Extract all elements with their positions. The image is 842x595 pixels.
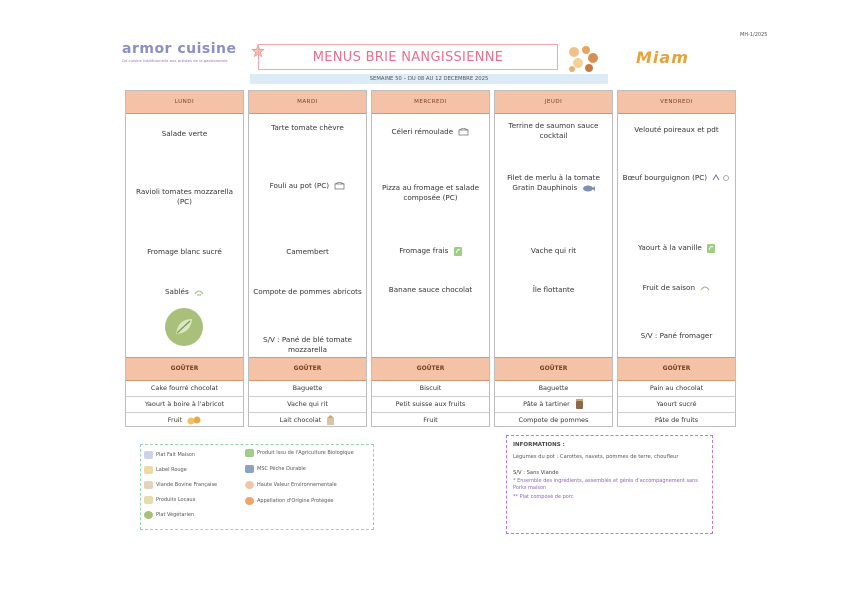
main-dish-label: Fouli au pot (PC) bbox=[269, 181, 330, 190]
legend-label: Viande Bovine Française bbox=[156, 482, 218, 488]
page-reference: MH-1/2025 bbox=[740, 32, 768, 38]
legend-label: Plat Fait Maison bbox=[156, 452, 196, 458]
day-header: LUNDI bbox=[126, 91, 243, 114]
legend-item bbox=[144, 511, 194, 519]
day-header: VENDREDI bbox=[618, 91, 735, 114]
bovine-icon bbox=[458, 128, 469, 136]
legend-label: Produits Locaux bbox=[156, 497, 196, 503]
dessert bbox=[622, 283, 731, 293]
gouter-item: Biscuit bbox=[372, 380, 489, 397]
organic-icon bbox=[707, 244, 715, 253]
legend-label: Label Rouge bbox=[156, 467, 187, 473]
gouter-item: Yaourt à boire à l'abricot bbox=[126, 396, 243, 413]
day-column-mardi bbox=[248, 90, 367, 427]
legend-item bbox=[245, 449, 354, 457]
day-column-lundi bbox=[125, 90, 244, 427]
day-column-mercredi bbox=[371, 90, 490, 427]
gouter-item bbox=[249, 412, 366, 428]
gouter-item: Baguette bbox=[249, 380, 366, 397]
label-rouge-icon bbox=[144, 466, 153, 474]
dessert-label: Sablés bbox=[165, 287, 189, 296]
fruit-icon bbox=[187, 415, 201, 425]
gouter-item-label: Fruit bbox=[167, 416, 183, 424]
local-product-icon bbox=[144, 496, 153, 504]
dessert: Banane sauce chocolat bbox=[388, 285, 473, 294]
french-beef-icon bbox=[712, 174, 730, 182]
day-header: MARDI bbox=[249, 91, 366, 114]
dessert-label: Fruit de saison bbox=[642, 283, 696, 292]
starter: Salade verte bbox=[161, 129, 208, 138]
gouter-item: Pain au chocolat bbox=[618, 380, 735, 397]
info-vegetables: Légumes du pot : Carottes, navets, pommes de terre, choufleur bbox=[513, 454, 679, 460]
vegetarian-option: S/V : Pané fromager bbox=[640, 331, 713, 340]
vegetarian-leaf-icon bbox=[144, 511, 153, 519]
gouter-header: GOÛTER bbox=[618, 357, 735, 381]
gouter-header: GOÛTER bbox=[249, 357, 366, 381]
week-subtitle: SEMAINE 50 – DU 08 AU 12 DECEMBRE 2025 bbox=[250, 74, 608, 84]
gouter-item bbox=[126, 412, 243, 428]
brand-name: armor cuisine bbox=[122, 41, 237, 57]
gouter-header: GOÛTER bbox=[372, 357, 489, 381]
day-column-jeudi bbox=[494, 90, 613, 427]
brand-logo bbox=[122, 41, 237, 63]
dessert: Île flottante bbox=[532, 285, 575, 294]
dairy: Camembert bbox=[286, 247, 329, 256]
legend-item bbox=[144, 496, 196, 504]
vegetarian-option: S/V : Pané de blé tomate mozzarella bbox=[263, 335, 352, 354]
gouter-item: Compote de pommes bbox=[518, 416, 589, 424]
hve-icon bbox=[245, 481, 254, 489]
main-dish bbox=[622, 173, 731, 183]
bovine-icon bbox=[334, 182, 345, 190]
legend-label: Haute Valeur Environnementale bbox=[257, 482, 337, 488]
dairy bbox=[376, 246, 485, 256]
legend-label: Plat Végétarien bbox=[156, 512, 195, 518]
info-sv-title: S/V : Sans Viande bbox=[513, 470, 559, 476]
main-dish-label: Bœuf bourguignon (PC) bbox=[622, 173, 708, 182]
legend-item bbox=[144, 451, 195, 459]
gouter-header: GOÛTER bbox=[495, 357, 612, 381]
legend-label: MSC Pêche Durable bbox=[257, 466, 306, 472]
main-dish bbox=[253, 181, 362, 191]
dairy-label: Fromage frais bbox=[399, 246, 449, 255]
main-dish-label: Filet de merlu à la tomate Gratin Dauphinois bbox=[507, 173, 600, 192]
gouter-header: GOÛTER bbox=[126, 357, 243, 381]
starter: Terrine de saumon sauce cocktail bbox=[508, 121, 599, 140]
dairy: Fromage blanc sucré bbox=[147, 247, 222, 256]
homemade-icon bbox=[144, 451, 153, 459]
starter: Velouté poireaux et pdt bbox=[634, 125, 719, 134]
gouter-item: Pâte de fruits bbox=[654, 416, 699, 424]
homemade-icon bbox=[194, 288, 204, 296]
gouter-item: Fruit bbox=[423, 416, 438, 424]
gouter-item: Yaourt sucré bbox=[618, 396, 735, 413]
menu-title-box bbox=[258, 44, 558, 70]
legend-item bbox=[144, 481, 217, 489]
kids-logo: Miam bbox=[636, 48, 689, 67]
legend-item bbox=[245, 497, 333, 505]
dairy: Vache qui rit bbox=[530, 246, 577, 255]
legend-item bbox=[245, 481, 337, 489]
legend-label: Produit Issu de l'Agriculture Biologique bbox=[257, 450, 354, 456]
main-dish: Ravioli tomates mozzarella (PC) bbox=[135, 187, 234, 206]
dessert: Compote de pommes abricots bbox=[253, 287, 362, 296]
legend-item bbox=[144, 466, 187, 474]
main-dish: Pizza au fromage et salade composée (PC) bbox=[381, 183, 480, 202]
info-box bbox=[506, 435, 713, 534]
gouter-item: Baguette bbox=[495, 380, 612, 397]
info-sv-text: * Ensemble des ingrédients, assemblés et gérés d'accompagnement sans Porks maison bbox=[513, 478, 698, 491]
gouter-item-label: Pâte à tartiner bbox=[523, 400, 570, 408]
day-header: JEUDI bbox=[495, 91, 612, 114]
brand-tagline: Du cuisine traditionnelle aux artistes de la gastronomie bbox=[122, 58, 228, 63]
main-dish bbox=[499, 173, 608, 193]
french-beef-icon bbox=[144, 481, 153, 489]
msc-fish-icon bbox=[245, 465, 254, 473]
starter bbox=[376, 127, 485, 137]
vegetarian-leaf-icon bbox=[164, 307, 204, 347]
gouter-item: Cake fourré chocolat bbox=[126, 380, 243, 397]
starter: Tarte tomate chèvre bbox=[271, 123, 344, 132]
milk-carton-icon bbox=[326, 415, 335, 425]
local-product-icon bbox=[700, 284, 710, 292]
page-title: MENUS BRIE NANGISSIENNE bbox=[312, 49, 504, 65]
food-illustration-icon bbox=[566, 44, 600, 74]
starter-label: Céleri rémoulade bbox=[391, 127, 454, 136]
gouter-item bbox=[495, 396, 612, 413]
gouter-item: Petit suisse aux fruits bbox=[372, 396, 489, 413]
gouter-item: Vache qui rit bbox=[249, 396, 366, 413]
legend-item bbox=[245, 465, 306, 473]
dairy bbox=[622, 243, 731, 253]
info-title: INFORMATIONS : bbox=[513, 442, 565, 448]
msc-fish-icon bbox=[583, 185, 595, 192]
organic-icon bbox=[454, 247, 462, 256]
info-pork-note: ** Plat composé de porc bbox=[513, 494, 574, 500]
day-header: MERCREDI bbox=[372, 91, 489, 114]
organic-icon bbox=[245, 449, 254, 457]
dessert bbox=[130, 287, 239, 297]
aop-icon bbox=[245, 497, 254, 505]
dairy-label: Yaourt à la vanille bbox=[637, 243, 702, 252]
spread-jar-icon bbox=[575, 399, 584, 409]
legend-label: Appellation d'Origine Protégée bbox=[257, 498, 334, 504]
day-column-vendredi bbox=[617, 90, 736, 427]
label-legend bbox=[140, 444, 374, 530]
gouter-item-label: Lait chocolat bbox=[279, 416, 322, 424]
